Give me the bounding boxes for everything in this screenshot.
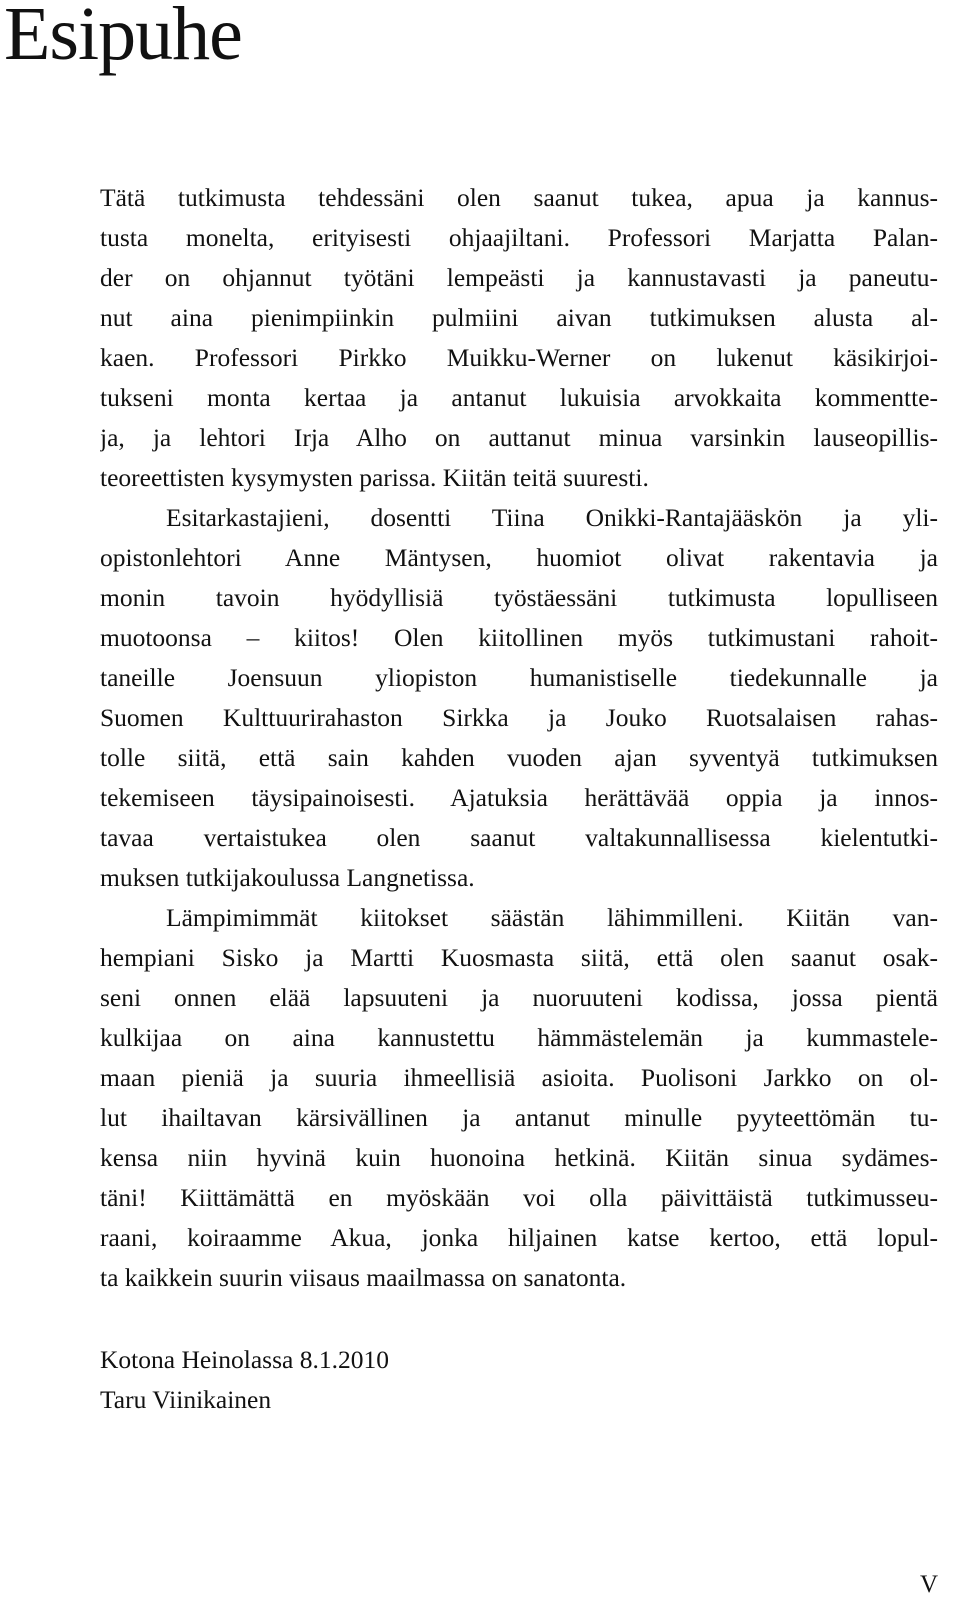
preface-body	[100, 178, 938, 1298]
text-line: lut ihailtavan kärsivällinen ja antanut minulle pyyteettömän tu-	[100, 1103, 938, 1132]
text-line: nut aina pienimpiinkin pulmiini aivan tutkimuksen alusta al-	[100, 303, 938, 332]
text-line: Tätä tutkimusta tehdessäni olen saanut tukea, apua ja kannus-	[100, 183, 938, 212]
text-line: der on ohjannut työtäni lempeästi ja kannustavasti ja paneutu-	[100, 263, 938, 292]
text-line: tusta monelta, erityisesti ohjaajiltani. Professori Marjatta Palan-	[100, 223, 938, 252]
author-name: Taru Viinikainen	[100, 1385, 272, 1414]
text-line: muotoonsa – kiitos! Olen kiitollinen myös tutkimustani rahoit-	[100, 623, 938, 652]
text-line: opistonlehtori Anne Mäntysen, huomiot olivat rakentavia ja	[100, 543, 938, 572]
text-line: raani, koiraamme Akua, jonka hiljainen katse kertoo, että lopul-	[100, 1223, 938, 1252]
text-line: kensa niin hyvinä kuin huonoina hetkinä. Kiitän sinua sydämes-	[100, 1143, 938, 1172]
text-line: tolle siitä, että sain kahden vuoden ajan syventyä tutkimuksen	[100, 743, 938, 772]
text-line: ja, ja lehtori Irja Alho on auttanut minua varsinkin lauseopillis-	[100, 423, 938, 452]
text-line: täni! Kiittämättä en myöskään voi olla päivittäistä tutkimusseu-	[100, 1183, 938, 1212]
text-line: maan pieniä ja suuria ihmeellisiä asioita. Puolisoni Jarkko on ol-	[100, 1063, 938, 1092]
text-line: kaen. Professori Pirkko Muikku-Werner on lukenut käsikirjoi-	[100, 343, 938, 372]
text-line: tekemiseen täysipainoisesti. Ajatuksia herättävää oppia ja innos-	[100, 783, 938, 812]
text-line: kulkijaa on aina kannustettu hämmästelemän ja kummastele-	[100, 1023, 938, 1052]
text-line: monin tavoin hyödyllisiä työstäessäni tutkimusta lopulliseen	[100, 583, 938, 612]
text-line: tukseni monta kertaa ja antanut lukuisia arvokkaita kommentte-	[100, 383, 938, 412]
text-line: teoreettisten kysymysten parissa. Kiitän teitä suuresti.	[100, 463, 649, 492]
text-line: seni onnen elää lapsuuteni ja nuoruuteni kodissa, jossa pientä	[100, 983, 938, 1012]
text-line: hempiani Sisko ja Martti Kuosmasta siitä, että olen saanut osak-	[100, 943, 938, 972]
text-line: Esitarkastajieni, dosentti Tiina Onikki-Rantajääskön ja yli-	[166, 503, 938, 532]
text-line: taneille Joensuun yliopiston humanistiselle tiedekunnalle ja	[100, 663, 938, 692]
page-title: Esipuhe	[4, 0, 242, 76]
text-line: muksen tutkijakoulussa Langnetissa.	[100, 863, 475, 892]
page-number: V	[919, 1571, 938, 1598]
text-line: tavaa vertaistukea olen saanut valtakunnallisessa kielentutki-	[100, 823, 938, 852]
signature-block	[100, 1340, 389, 1420]
text-line: Lämpimimmät kiitokset säästän lähimmilleni. Kiitän van-	[166, 903, 938, 932]
text-line: ta kaikkein suurin viisaus maailmassa on sanatonta.	[100, 1263, 627, 1292]
place-date: Kotona Heinolassa 8.1.2010	[100, 1345, 389, 1374]
text-line: Suomen Kulttuurirahaston Sirkka ja Jouko Ruotsalaisen rahas-	[100, 703, 938, 732]
